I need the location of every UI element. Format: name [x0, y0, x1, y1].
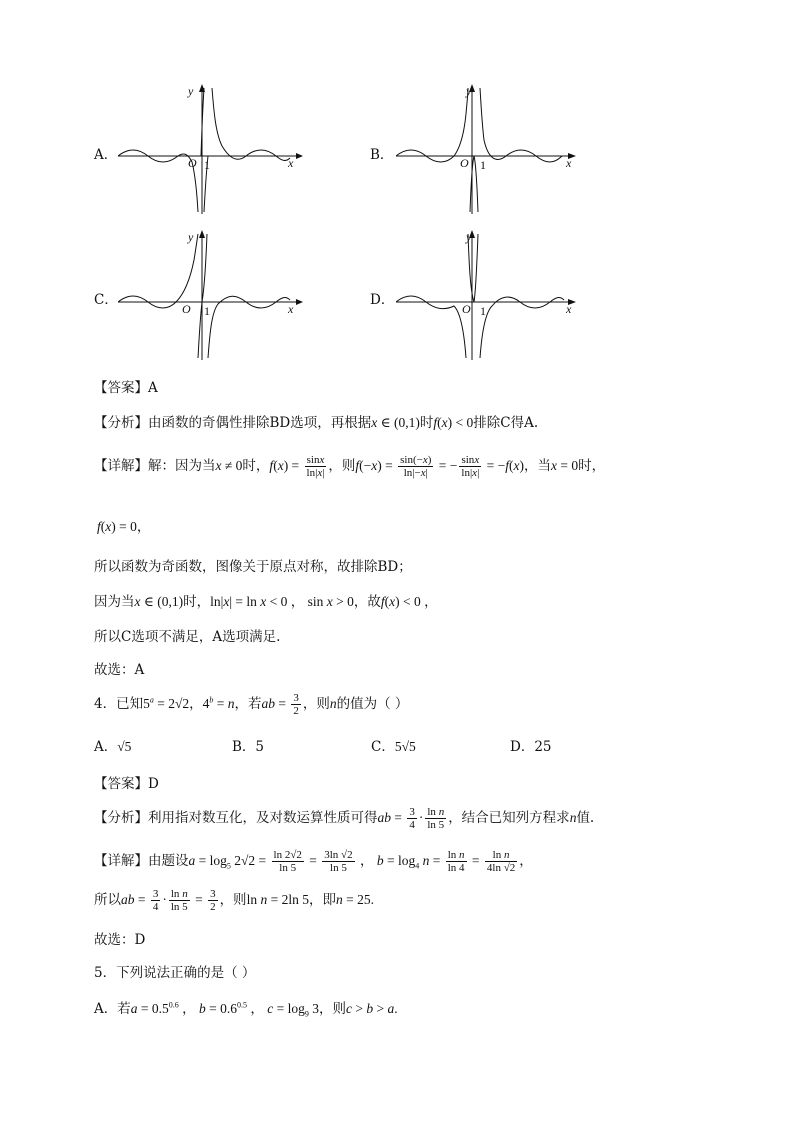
answer-value: D	[148, 776, 159, 792]
graph-c	[118, 230, 303, 362]
graph-a-origin-label: O	[188, 156, 197, 170]
q3-line3: 因为当x ∈ (0,1)时，ln|x| = ln x < 0 ， sin x > 0，故f(x) < 0 ，	[94, 594, 438, 610]
answer-value: A	[148, 380, 158, 396]
detail-tag: 【详解】	[94, 458, 148, 474]
q5-option-a: A．若$a = 0.5^{0.6}$ ， $b = 0.6^{0.5}$ ， $c = \log_9 3$，则c > b > a.	[94, 1000, 398, 1019]
q4-option-b: B．5	[232, 739, 265, 755]
q3-line4: 所以C选项不满足，A选项满足.	[94, 629, 281, 645]
q3-answer-line	[94, 376, 158, 396]
option-b-label: B．	[370, 147, 394, 163]
q3-analysis-line: 【分析】由函数的奇偶性排除BD选项，再根据x ∈ (0,1)时f(x) < 0排除C得A.	[94, 415, 539, 431]
graph-b-origin-label: O	[460, 156, 469, 170]
fraction: $\frac{\sin x}{\ln|x|}$	[306, 454, 325, 479]
option-d-label: D．	[370, 292, 395, 308]
graph-c-y-label: y	[188, 230, 194, 244]
q4-answer-line	[94, 772, 159, 792]
graph-c-x-label: x	[288, 302, 294, 316]
graph-a-x-label: x	[288, 156, 294, 170]
q4-option-d: D．25	[510, 739, 552, 755]
q4-option-a: A．√5	[94, 739, 132, 755]
graph-c-origin-label: O	[182, 302, 191, 316]
q3-detail-line: 【详解】解：因为当x ≠ 0时，f(x) = $\frac{\sin x}{\ln|x|}$ ，则f(−x) = $\frac{\sin(-x)}{\ln|-x|}$ = − $\frac{\sin x}{\ln|x|}$ = −f(x)，当x = 0时，	[94, 454, 606, 479]
detail-tag: 【详解】	[94, 853, 148, 869]
analysis-tag: 【分析】	[94, 415, 148, 431]
option-a-label: A．	[94, 147, 118, 163]
analysis-tag: 【分析】	[94, 810, 148, 826]
q4-pick: 故选：D	[94, 932, 146, 948]
option-c-label: C．	[94, 292, 118, 308]
q4-line2: 所以ab = $\frac{3}{4}$ · $\frac{\text{ln n}}{\ln 5}$ = $\frac{3}{2}$ ，则ln n = 2ln 5，即n = 25.	[94, 888, 374, 913]
graph-b-x-label: x	[566, 156, 572, 170]
graph-a	[118, 84, 303, 216]
graph-d-y-label: y	[466, 230, 472, 244]
formula: x	[371, 415, 378, 430]
q4-analysis-line: 【分析】利用指对数互化，及对数运算性质可得ab = $\frac{3}{4}$ · $\frac{\text{ln n}}{\ln 5}$ ，结合已知列方程求n值.	[94, 806, 595, 831]
graph-d-x-label: x	[566, 302, 572, 316]
graph-d-origin-label: O	[462, 302, 471, 316]
q4-stem: 4．已知$5^a = 2√2$，$4^b = n$，若ab = $\frac{3}{2}$ ，则n的值为（ ）	[94, 692, 409, 717]
q3-f0-line: f(x) = 0，	[97, 519, 151, 534]
answer-tag: 【答案】	[94, 380, 148, 396]
graph-a-y-label: y	[188, 84, 194, 98]
q5-stem: 5．下列说法正确的是（ ）	[94, 965, 256, 981]
q3-pick: 故选：A	[94, 662, 145, 678]
graph-d	[396, 230, 576, 362]
graph-c-one-label: 1	[204, 304, 210, 318]
q4-option-c: C．5√5	[371, 739, 416, 755]
graph-b-y-label: y	[466, 84, 472, 98]
graph-d-one-label: 1	[480, 304, 486, 318]
answer-tag: 【答案】	[94, 776, 148, 792]
graph-b	[396, 84, 576, 216]
graph-a-one-label: 1	[204, 158, 210, 172]
graph-b-one-label: 1	[480, 158, 486, 172]
q4-detail-line: 【详解】由题设$a = \log_5 2√2$ = $\frac{\ln 2√2}{\ln 5}$ = $\frac{3\ln √2}{\ln 5}$ ， $b = \log_4 n$ = $\frac{\text{ln n}}{\ln 4}$ = $\frac{\text{ln n}}{4\ln √2}$ ，	[94, 849, 533, 874]
q3-line2: 所以函数为奇函数，图像关于原点对称，故排除BD；	[94, 559, 412, 575]
